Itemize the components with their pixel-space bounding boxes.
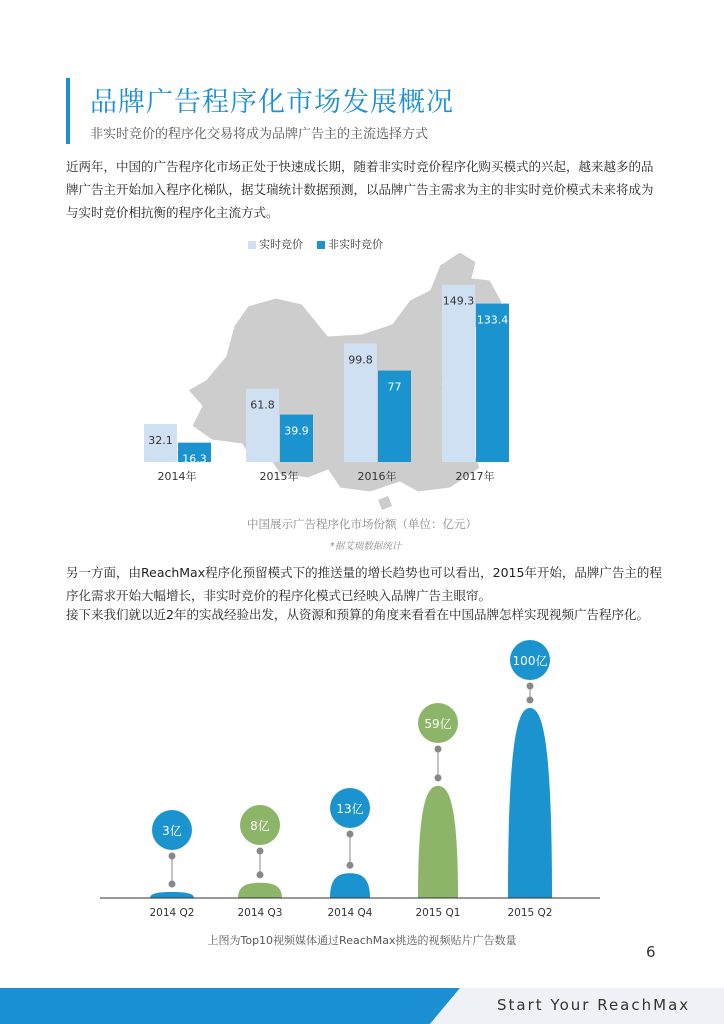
market-share-chart [130,230,530,525]
bar-label-non-rtb-1: 39.9 [284,424,309,438]
footer-slogan: Start Your ReachMax [497,996,691,1014]
category-label-0: 2014年 [157,470,197,483]
value-label-0: 3亿 [162,824,182,838]
bar-label-rtb-2: 99.8 [348,353,373,367]
bar-rtb-3 [442,285,475,462]
quarter-label-2: 2014 Q4 [327,907,373,919]
bar-label-non-rtb-2: 77 [387,380,402,394]
bar-label-non-rtb-3: 133.4 [476,313,509,327]
bar-label-rtb-0: 32.1 [148,433,173,447]
third-paragraph: 接下来我们就以近2年的实战经验出发，从资源和预算的角度来看看在中国品牌怎样实现视频广告程序化。 [66,607,649,622]
bar-label-non-rtb-0: 16.3 [182,452,207,466]
connector-dot-top-0 [169,853,176,860]
peak-4 [508,708,552,898]
bar-non-rtb-1 [280,415,313,462]
peak-2 [330,873,370,898]
peak-1 [238,883,282,898]
connector-dot-bottom-0 [169,881,176,888]
bar-label-rtb-3: 149.3 [442,294,475,308]
chart-caption: 中国展示广告程序化市场份额（单位：亿元） [247,517,477,531]
category-label-2: 2016年 [357,470,397,483]
value-label-2: 13亿 [336,802,364,816]
quarter-label-3: 2015 Q1 [415,907,461,919]
peak-0 [150,892,194,898]
category-label-1: 2015年 [259,470,299,483]
bar-non-rtb-3 [476,304,509,462]
page-title: 品牌广告程序化市场发展概况 [90,87,454,118]
value-label-1: 8亿 [250,819,270,833]
connector-dot-bottom-4 [527,697,534,704]
quarter-label-4: 2015 Q2 [507,907,553,919]
connector-dot-bottom-3 [435,774,442,781]
video-ads-growth-chart [100,630,600,935]
category-label-3: 2017年 [455,470,495,483]
legend-label-rtb: 实时竞价 [259,238,303,251]
chart-source: *据艾瑞数据统计 [330,541,402,552]
page-subtitle: 非实时竞价的程序化交易将成为品牌广告主的主流选择方式 [90,127,429,142]
bar-label-rtb-1: 61.8 [250,398,275,412]
connector-dot-top-2 [347,831,354,838]
connector-dot-bottom-2 [347,862,354,869]
page-number: 6 [646,943,656,961]
value-label-3: 59亿 [424,717,452,731]
second-paragraph: 另一方面，由ReachMax程序化预留模式下的推送量的增长趋势也可以看出，2015年开始，品牌广告主的程序化需求开始大幅增长，非实时竞价的程序化模式已经映入品牌广告主眼帘。 [66,565,662,603]
connector-dot-top-4 [527,683,534,690]
footer-blue-stripe [0,988,460,1024]
connector-dot-bottom-1 [257,871,264,878]
value-label-4: 100亿 [512,654,548,668]
china-map-island [378,496,392,510]
intro-paragraph: 近两年，中国的广告程序化市场正处于快速成长期，随着非实时竞价程序化购买模式的兴起，越来越多的品牌广告主开始加入程序化梯队，据艾瑞统计数据预测，以品牌广告主需求为主的非实时竞价模式未来将成为与实时竞价相抗衡的程序化主流方式。 [66,159,654,220]
quarter-label-1: 2014 Q3 [237,907,283,919]
growth-chart-caption: 上图为Top10视频媒体通过ReachMax挑选的视频贴片广告数量 [207,934,517,947]
peak-3 [418,786,458,898]
quarter-label-0: 2014 Q2 [149,907,195,919]
title-accent-bar [66,78,70,144]
legend-label-non-rtb: 非实时竞价 [328,238,383,251]
connector-dot-top-3 [435,746,442,753]
connector-dot-top-1 [257,848,264,855]
